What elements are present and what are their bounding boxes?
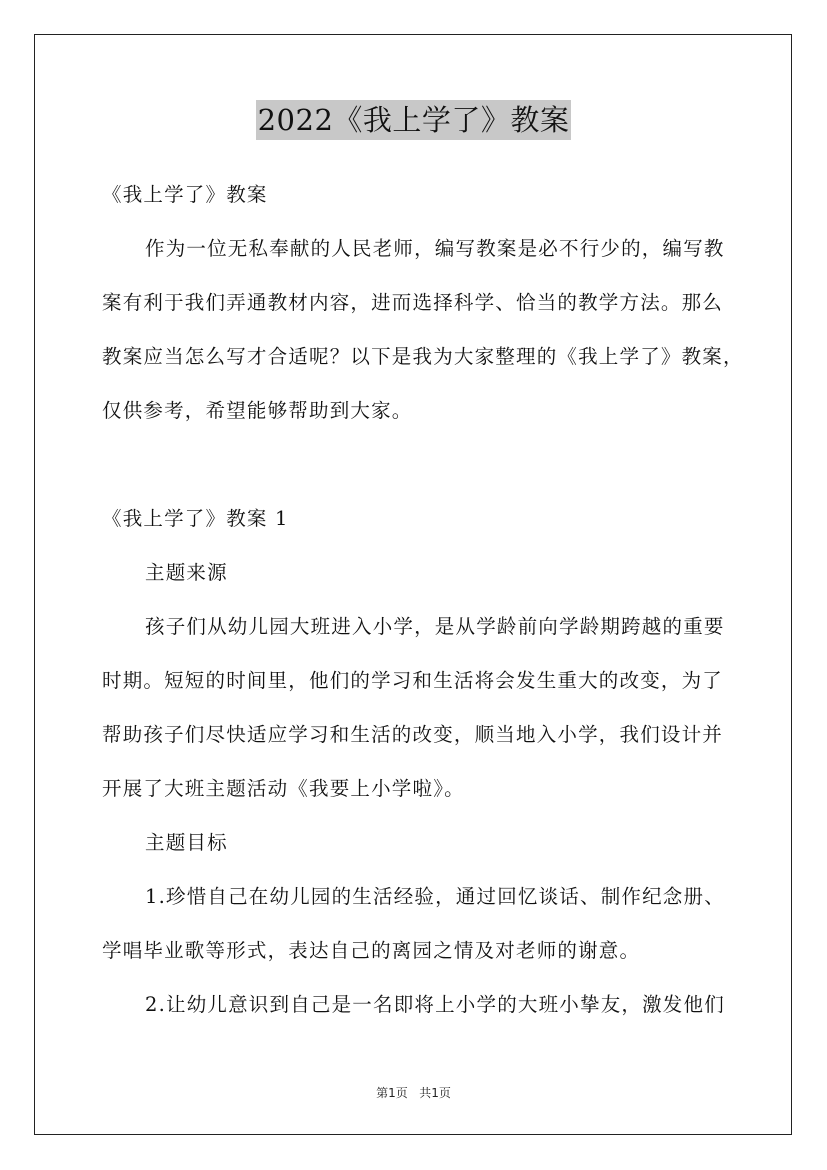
- paragraph-line: 开展了大班主题活动《我要上小学啦》。: [102, 777, 465, 800]
- paragraph-line: 案有利于我们弄通教材内容，进而选择科学、恰当的教学方法。那么: [102, 291, 724, 314]
- paragraph-line: 2.让幼儿意识到自己是一名即将上小学的大班小挚友，激发他们: [145, 993, 725, 1016]
- page-footer: [0, 1084, 827, 1101]
- title-wrap: [0, 100, 827, 140]
- paragraph-line: 孩子们从幼儿园大班进入小学，是从学龄前向学龄期跨越的重要: [145, 615, 725, 638]
- paragraph-line: 仅供参考，希望能够帮助到大家。: [102, 399, 413, 422]
- subheading: 主题目标: [145, 831, 228, 854]
- paragraph-line: 时期。短短的时间里，他们的学习和生活将会发生重大的改变，为了: [102, 669, 724, 692]
- subtitle-line: 《我上学了》教案: [102, 183, 268, 206]
- paragraph-line: 1.珍惜自己在幼儿园的生活经验，通过回忆谈话、制作纪念册、: [145, 885, 725, 908]
- page-total: 共1页: [419, 1086, 451, 1100]
- paragraph-line: 作为一位无私奉献的人民老师，编写教案是必不行少的，编写教: [145, 237, 725, 260]
- paragraph-line: 学唱毕业歌等形式，表达自己的离园之情及对老师的谢意。: [102, 939, 641, 962]
- section-heading: 《我上学了》教案 1: [102, 507, 289, 530]
- subheading: 主题来源: [145, 561, 228, 584]
- paragraph-line: 帮助孩子们尽快适应学习和生活的改变，顺当地入小学，我们设计并: [102, 723, 724, 746]
- paragraph-line: 教案应当怎么写才合适呢？以下是我为大家整理的《我上学了》教案，: [102, 345, 744, 368]
- page-number: 第1页: [376, 1086, 408, 1100]
- document-title: 2022《我上学了》教案: [256, 100, 572, 140]
